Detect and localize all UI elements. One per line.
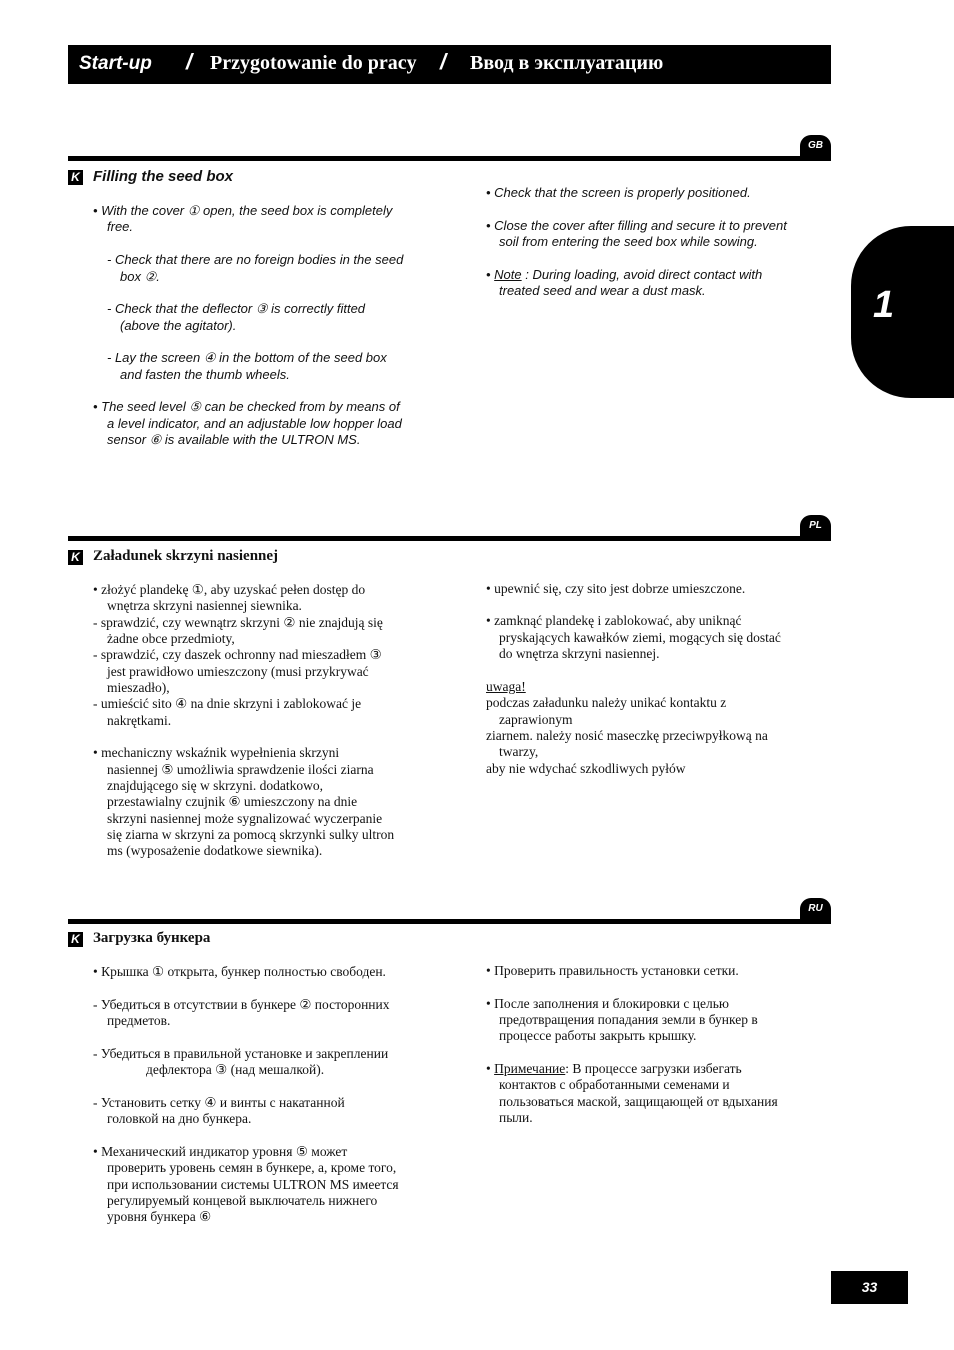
text-line: żadne obce przedmioty,: [107, 631, 235, 646]
section-title-ru: Загрузка бункера: [93, 930, 211, 946]
note-label: Примечание: [494, 1061, 566, 1076]
page-number: 33: [831, 1271, 908, 1304]
header-title-pl: Przygotowanie do pracy: [210, 52, 417, 74]
text-line: się ziarna w skrzyni za pomocą skrzynki sulky ultron: [107, 827, 395, 842]
text-line: при использовании системы ULTRON MS имеется: [107, 1177, 399, 1192]
text-line: jest prawidłowo umieszczony (musi przykrywać: [107, 664, 369, 679]
text-line: przestawialny czujnik ⑥ umieszczony na dnie: [107, 794, 358, 809]
note-label: uwaga!: [486, 679, 526, 694]
language-tag-ru: RU: [800, 898, 831, 920]
chapter-number: 1: [873, 284, 895, 326]
text-line: • Проверить правильность установки сетки.: [486, 963, 739, 978]
section-title-pl: Załadunek skrzyni nasiennej: [93, 548, 279, 564]
text-line: головкой на дно бункера.: [107, 1111, 252, 1126]
text-line: • Check that the screen is properly positioned.: [486, 185, 751, 200]
text-line: zaprawionym: [499, 712, 573, 727]
language-tag-gb: GB: [800, 135, 831, 157]
chapter-tab: [851, 226, 954, 398]
text-line: - sprawdzić, czy wewnątrz skrzyni ② nie znajdują się: [93, 615, 383, 630]
text-line: дефлектора ③ (над мешалкой).: [146, 1062, 325, 1077]
text-line: - Check that the deflector ③ is correctly fitted: [107, 301, 366, 316]
section-rule: [68, 919, 831, 924]
text-line: предотвращения попадания земли в бункер в: [499, 1012, 758, 1027]
note-line: • Note : During loading, avoid direct contact with: [486, 267, 763, 282]
text-line: • mechaniczny wskaźnik wypełnienia skrzyni: [93, 745, 340, 760]
text-line: • Крышка ① открыта, бункер полностью свободен.: [93, 964, 386, 979]
text-line: box ②.: [120, 269, 160, 284]
text-line: проверить уровень семян в бункере, а, кроме того,: [107, 1160, 397, 1175]
text-line: mieszadło),: [107, 680, 170, 695]
text-line: регулируемый концевой выключатель нижнего: [107, 1193, 378, 1208]
text-line: pryskających kawałków ziemi, mogących się dostać: [499, 630, 781, 645]
text-line: znajdującego się w skrzyni. dodatkowo,: [107, 778, 323, 793]
section-rule: [68, 536, 831, 541]
text-line: • Механический индикатор уровня ⑤ может: [93, 1144, 348, 1159]
section-marker: K: [68, 932, 83, 947]
text-line: - Lay the screen ④ in the bottom of the seed box: [107, 350, 387, 365]
text-line: - Check that there are no foreign bodies in the seed: [107, 252, 404, 267]
text-line: процессе работы закрыть крышку.: [499, 1028, 697, 1043]
text-line: уровня бункера ⑥: [107, 1209, 212, 1224]
text-line: • zamknąć plandekę i zablokować, aby uniknąć: [486, 613, 742, 628]
header-title-en: Start-up: [79, 53, 152, 74]
text-line: treated seed and wear a dust mask.: [499, 283, 706, 298]
page-header-bar: [68, 45, 831, 84]
text-line: • złożyć plandekę ①, aby uzyskać pełen dostęp do: [93, 582, 366, 597]
text-line: nakrętkami.: [107, 713, 172, 728]
text-line: aby nie wdychać szkodliwych pyłów: [486, 761, 686, 776]
section-rule: [68, 156, 831, 161]
text-line: skrzyni nasiennej może sygnalizować wyczerpanie: [107, 811, 383, 826]
text-line: ziarnem. należy nosić maseczkę przeciwpyłkową na: [486, 728, 768, 743]
text-line: ms (wyposażenie dodatkowe siewnika).: [107, 843, 323, 858]
language-tag-pl: PL: [800, 515, 831, 537]
text-line: • The seed level ⑤ can be checked from by means of: [93, 399, 400, 414]
text-line: a level indicator, and an adjustable low hopper load: [107, 416, 402, 431]
text-line: • После заполнения и блокировки с целью: [486, 996, 729, 1011]
text-line: пыли.: [499, 1110, 533, 1125]
note-label: Note: [494, 267, 522, 282]
text-line: and fasten the thumb wheels.: [120, 367, 290, 382]
text-line: podczas załadunku należy unikać kontaktu z: [486, 695, 727, 710]
text-line: • Close the cover after filling and secure it to prevent: [486, 218, 787, 233]
text-line: nasiennej ⑤ umożliwia sprawdzenie ilości ziarna: [107, 762, 374, 777]
section-marker: K: [68, 550, 83, 565]
text-line: • upewnić się, czy sito jest dobrze umieszczone.: [486, 581, 746, 596]
text-line: free.: [107, 219, 134, 234]
text-line: sensor ⑥ is available with the ULTRON MS.: [107, 432, 361, 447]
note-line: • Примечание: В процессе загрузки избегать: [486, 1061, 742, 1076]
header-title-ru: Ввод в эксплуатацию: [470, 52, 664, 74]
text-line: - umieścić sito ④ na dnie skrzyni i zablokować je: [93, 696, 362, 711]
section-marker: K: [68, 170, 83, 185]
text-line: - Убедиться в правильной установке и закреплении: [93, 1046, 389, 1061]
section-title-gb: Filling the seed box: [93, 168, 234, 185]
text-line: (above the agitator).: [120, 318, 237, 333]
text-line: - Установить сетку ④ и винты с накатанной: [93, 1095, 345, 1110]
text-line: - Убедиться в отсутствии в бункере ② посторонних: [93, 997, 390, 1012]
text-line: контактов с обработанными семенами и: [499, 1077, 730, 1092]
text-line: пользоваться маской, защищающей от вдыхания: [499, 1094, 778, 1109]
text-line: • With the cover ① open, the seed box is completely: [93, 203, 393, 218]
text-line: soil from entering the seed box while sowing.: [499, 234, 758, 249]
text-line: do wnętrza skrzyni nasiennej.: [499, 646, 660, 661]
text-line: wnętrza skrzyni nasiennej siewnika.: [107, 598, 302, 613]
text-line: twarzy,: [499, 744, 539, 759]
header-separator: /: [440, 49, 447, 74]
header-separator: /: [186, 49, 193, 74]
text-line: предметов.: [107, 1013, 171, 1028]
text-line: - sprawdzić, czy daszek ochronny nad mieszadłem ③: [93, 647, 382, 662]
